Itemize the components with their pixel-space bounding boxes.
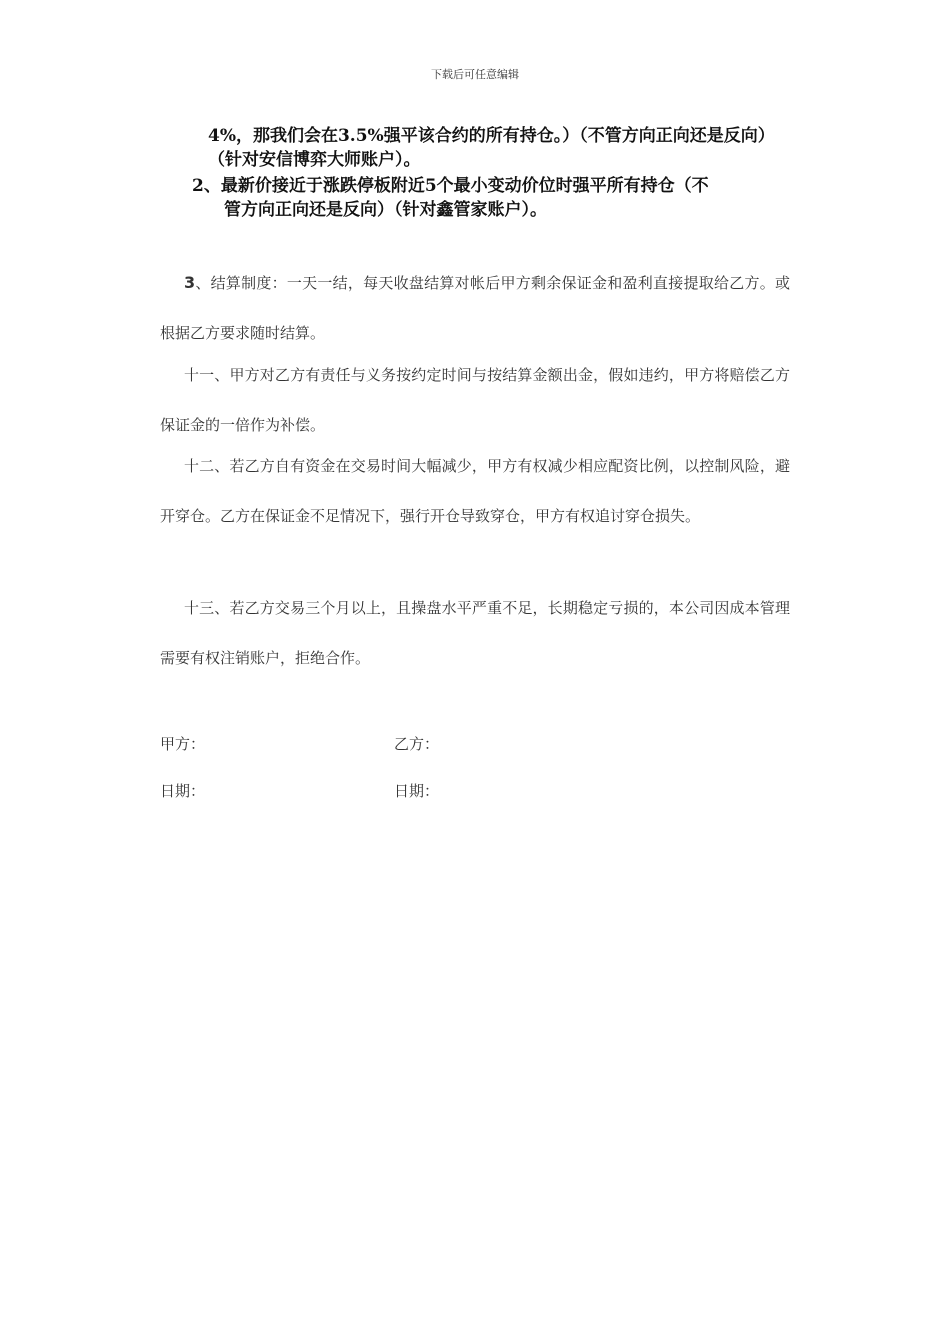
party-a-signature-label: 甲方： xyxy=(160,735,206,753)
page-header-note: 下载后可任意编辑 xyxy=(431,68,519,81)
clause-line: 2、最新价接近于涨跌停板附近5个最小变动价位时强平所有持仓（不 xyxy=(192,176,709,196)
settlement-clause xyxy=(160,258,790,358)
party-b-date-label: 日期： xyxy=(394,782,440,800)
clause-twelve: 十二、若乙方自有资金在交易时间大幅减少，甲方有权减少相应配资比例，以控制风险，避开穿仓。乙方在保证金不足情况下，强行开仓导致穿仓，甲方有权追讨穿仓损失。 xyxy=(160,457,790,525)
clause-thirteen: 十三、若乙方交易三个月以上，且操盘水平严重不足，长期稳定亏损的，本公司因成本管理需要有权注销账户，拒绝合作。 xyxy=(160,599,790,667)
clause-line-continued: 管方向正向还是反向）（针对鑫管家账户）。 xyxy=(224,200,547,220)
clause-number: 3 xyxy=(184,273,196,292)
party-b-signature-label: 乙方： xyxy=(394,735,440,753)
party-a-date-label: 日期： xyxy=(160,782,206,800)
clause-eleven: 十一、甲方对乙方有责任与义务按约定时间与按结算金额出金，假如违约，甲方将赔偿乙方保证金的一倍作为补偿。 xyxy=(160,366,790,434)
forced-liquidation-clause-anxin: 4%，那我们会在3.5%强平该合约的所有持仓。）（不管方向正向还是反向）（针对安信博弈大师账户）。 xyxy=(208,126,775,170)
forced-liquidation-clause-xinguanjia xyxy=(192,174,792,222)
clause-text: 、结算制度：一天一结，每天收盘结算对帐后甲方剩余保证金和盈利直接提取给乙方。或根据乙方要求随时结算。 xyxy=(160,274,790,342)
